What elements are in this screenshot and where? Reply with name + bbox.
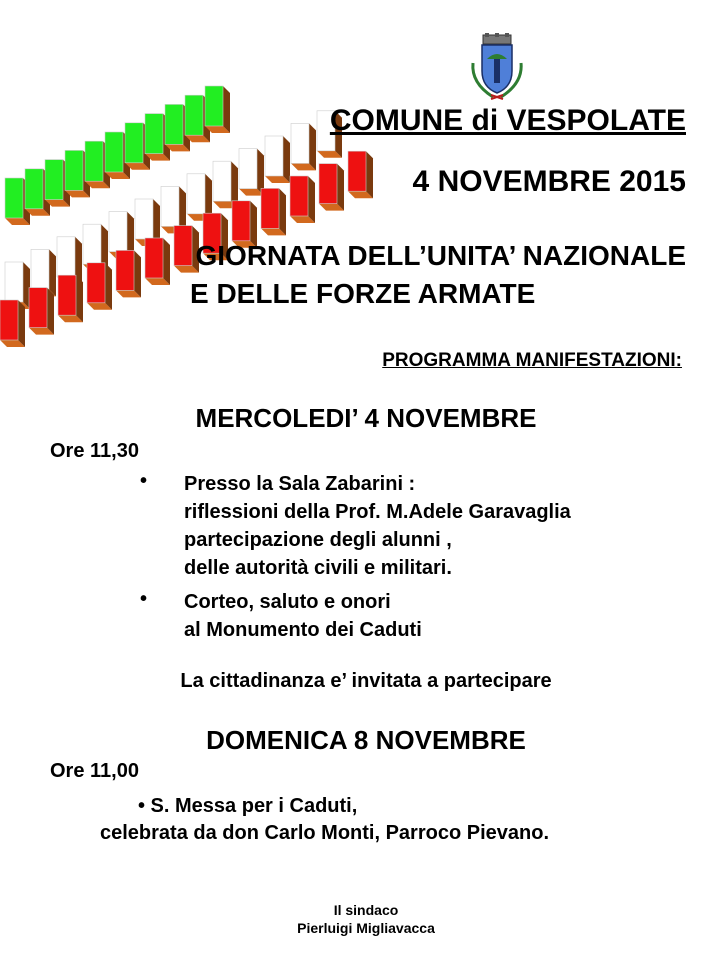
flag-block-red	[290, 176, 308, 216]
event-date: 4 NOVEMBRE 2015	[412, 165, 686, 198]
invitation-text: La cittadinanza e’ invitata a partecipare	[180, 670, 552, 692]
day1-item1-line: riflessioni della Prof. M.Adele Garavaglia	[184, 501, 571, 523]
comune-title: COMUNE di VESPOLATE	[329, 104, 686, 137]
flag-block-green	[185, 95, 203, 135]
event-title-line1: GIORNATA DELL’UNITA’ NAZIONALE	[195, 240, 686, 271]
day2-time: Ore 11,00	[50, 760, 139, 782]
bullet-marker: •	[140, 470, 148, 492]
flag-block-green	[205, 86, 223, 126]
flag-block-white	[161, 186, 179, 226]
flag-block-white	[135, 199, 153, 239]
day1-title: MERCOLEDI’ 4 NOVEMBRE	[195, 403, 537, 433]
bullet-marker: •	[140, 588, 148, 610]
day2-item1-line1: • S. Messa per i Caduti,	[138, 795, 358, 817]
flag-block-green	[105, 132, 123, 172]
flag-block-red	[348, 151, 366, 191]
flag-block-side	[223, 86, 230, 133]
day1-time: Ore 11,30	[50, 440, 139, 462]
flag-block-side	[366, 151, 373, 198]
day1-item2-line: al Monumento dei Caduti	[184, 619, 422, 641]
day1-item1-line: Presso la Sala Zabarini :	[184, 473, 416, 495]
flag-block-green	[145, 114, 163, 154]
flag-block-red	[87, 263, 105, 303]
day1-item1-line: delle autorità civili e militari.	[184, 557, 452, 579]
flag-block-white	[31, 249, 49, 289]
flag-block-side	[105, 263, 112, 310]
flag-block-green	[125, 123, 143, 163]
flag-block-side	[308, 176, 315, 223]
flag-block-side	[134, 250, 141, 297]
flag-block-white	[109, 212, 127, 252]
flag-block-red	[145, 238, 163, 278]
signature-role: Il sindaco	[333, 902, 399, 918]
flag-block-side	[337, 164, 344, 211]
flag-block-side	[309, 123, 316, 170]
flag-block-red	[319, 164, 337, 204]
flag-block-red	[116, 250, 134, 290]
flag-block-white	[265, 136, 283, 176]
flag-block-red	[261, 188, 279, 228]
tricolor-flag-illustration	[0, 0, 400, 370]
flag-block-white	[5, 262, 23, 302]
day2-title: DOMENICA 8 NOVEMBRE	[206, 725, 526, 755]
flag-block-side	[163, 238, 170, 285]
flag-block-side	[18, 300, 25, 347]
flag-block-white	[187, 174, 205, 214]
day1-item1	[184, 470, 571, 582]
day2-item1-line2: celebrata da don Carlo Monti, Parroco Pievano.	[100, 822, 549, 844]
flag-block-side	[283, 136, 290, 183]
flag-block-white	[213, 161, 231, 201]
flag-block-green	[5, 178, 23, 218]
flag-block-red	[58, 275, 76, 315]
day1-item2	[184, 588, 422, 644]
flag-block-red	[232, 201, 250, 241]
flag-block-white	[57, 237, 75, 277]
program-heading: PROGRAMMA MANIFESTAZIONI:	[382, 350, 682, 371]
day1-item1-line: partecipazione degli alunni ,	[184, 529, 452, 551]
flag-block-green	[65, 150, 83, 190]
flag-block-side	[47, 288, 54, 335]
flag-block-green	[25, 169, 43, 209]
event-title-line2: E DELLE FORZE ARMATE	[190, 278, 536, 309]
flag-block-white	[291, 123, 309, 163]
flag-block-side	[49, 249, 56, 296]
flag-block-green	[45, 160, 63, 200]
flag-block-side	[279, 188, 286, 235]
flag-block-side	[76, 275, 83, 322]
crest-icon	[465, 33, 529, 101]
signature-name: Pierluigi Migliavacca	[297, 920, 435, 936]
flag-block-red	[0, 300, 18, 340]
day1-item2-line: Corteo, saluto e onori	[184, 591, 391, 613]
flag-block-red	[29, 288, 47, 328]
flag-block-white	[239, 149, 257, 189]
flag-block-white	[83, 224, 101, 264]
flag-block-green	[165, 104, 183, 144]
flag-block-green	[85, 141, 103, 181]
